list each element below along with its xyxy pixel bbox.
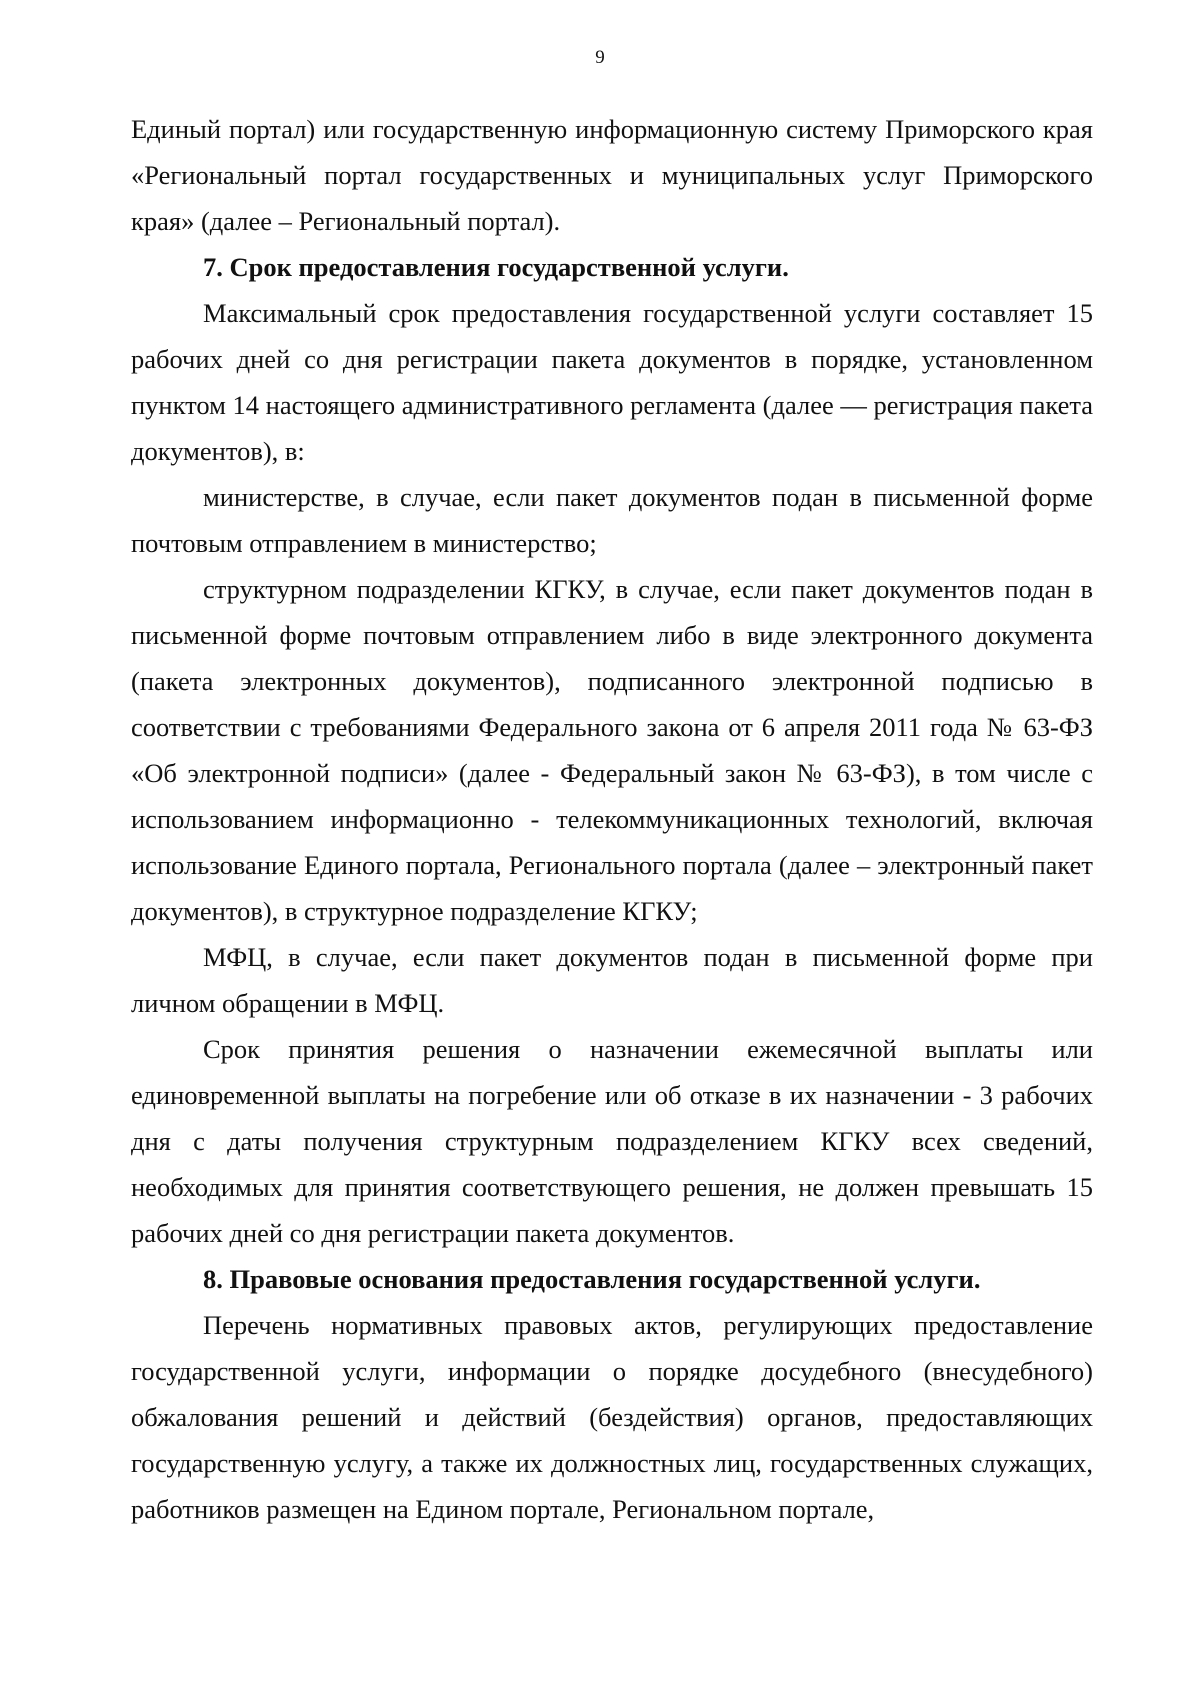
section-heading-8: 8. Правовые основания предоставления государственной услуги. bbox=[203, 1264, 981, 1294]
paragraph-max-term: Максимальный срок предоставления государственной услуги составляет 15 рабочих дней со дня регистрации пакета документов в порядке, установленном пунктом 14 настоящего административного регламента (далее — регистрация пакета документов), в: bbox=[131, 298, 1093, 466]
paragraph-legal-acts: Перечень нормативных правовых актов, регулирующих предоставление государственной услуги, информации о порядке досудебного (внесудебного) обжалования решений и действий (бездействия) органов, предоставляющих государственную услугу, а также их должностных лиц, государственных служащих, работников размещен на Едином портале, Региональном портале, bbox=[131, 1310, 1093, 1524]
paragraph-mfc: МФЦ, в случае, если пакет документов подан в письменной форме при личном обращении в МФЦ. bbox=[131, 942, 1093, 1018]
document-body bbox=[131, 106, 1093, 1532]
page-number: 9 bbox=[595, 47, 605, 68]
paragraph-ministry: министерстве, в случае, если пакет документов подан в письменной форме почтовым отправлением в министерство; bbox=[131, 482, 1093, 558]
paragraph-decision-term: Срок принятия решения о назначении ежемесячной выплаты или единовременной выплаты на погребение или об отказе в их назначении - 3 рабочих дня с даты получения структурным подразделением КГКУ всех сведений, необходимых для принятия соответствующего решения, не должен превышать 15 рабочих дней со дня регистрации пакета документов. bbox=[131, 1034, 1093, 1248]
paragraph-portal-continuation: Единый портал) или государственную информационную систему Приморского края «Региональный портал государственных и муниципальных услуг Приморского края» (далее – Региональный портал). bbox=[131, 114, 1093, 236]
section-heading-7: 7. Срок предоставления государственной услуги. bbox=[203, 252, 789, 282]
paragraph-kgku: структурном подразделении КГКУ, в случае, если пакет документов подан в письменной форме почтовым отправлением либо в виде электронного документа (пакета электронных документов), подписанного электронной подписью в соответствии с требованиями Федерального закона от 6 апреля 2011 года № 63-ФЗ «Об электронной подписи» (далее - Федеральный закон № 63-ФЗ), в том числе с использованием информационно - телекоммуникационных технологий, включая использование Единого портала, Регионального портала (далее – электронный пакет документов), в структурное подразделение КГКУ; bbox=[131, 574, 1093, 926]
